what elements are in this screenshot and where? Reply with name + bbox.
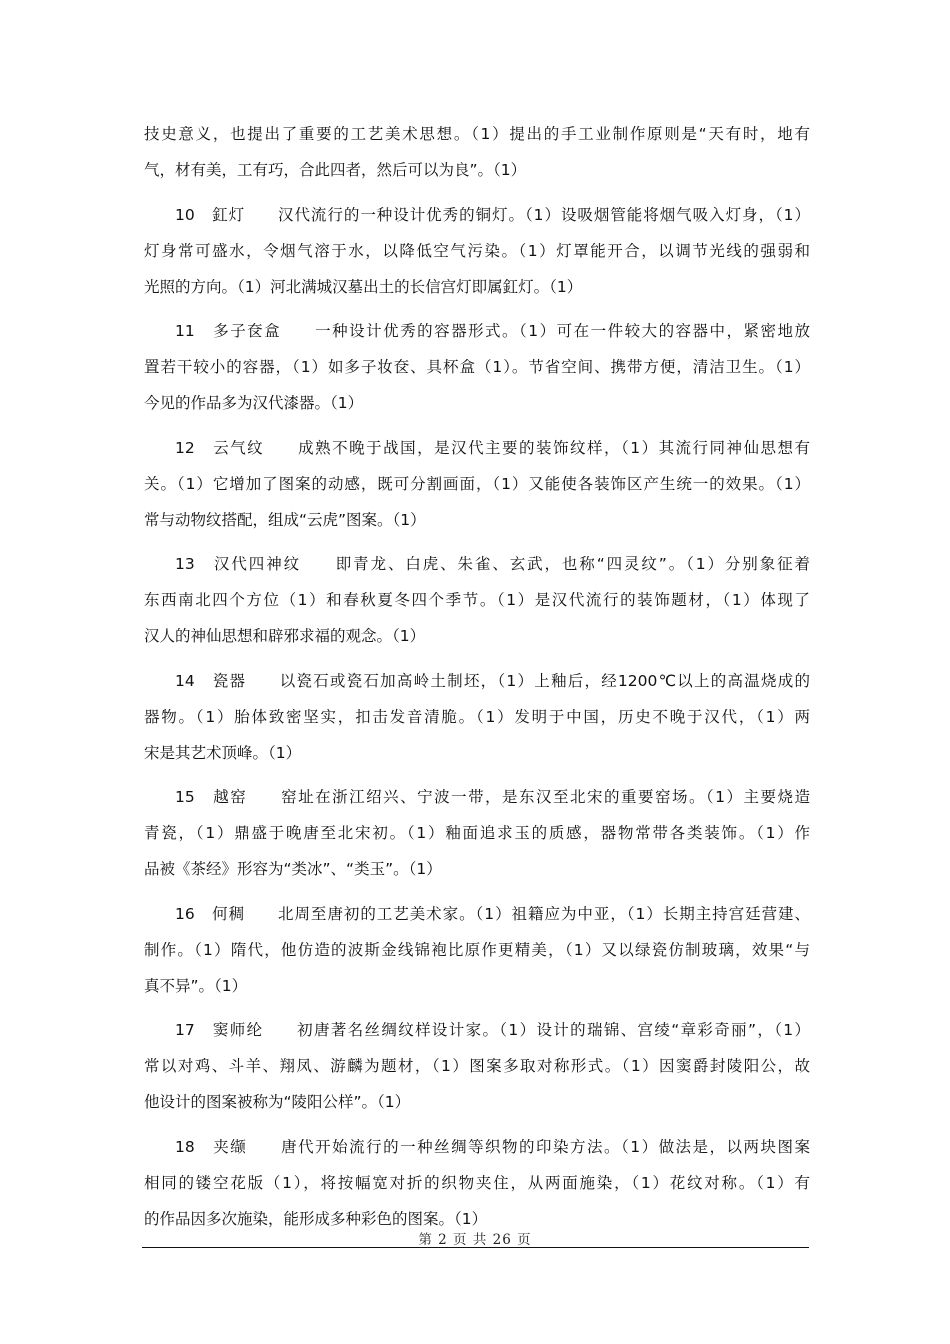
text-line: 置若干较小的容器，（1）如多子妆奁、具杯盒（1）。节省空间、携带方便，清洁卫生。（1） <box>144 358 810 376</box>
text-line: 的作品因多次施染，能形成多种彩色的图案。（1） <box>144 1209 488 1228</box>
text-line: 他设计的图案被称为“陵阳公样”。（1） <box>144 1093 411 1111</box>
text-line: 光照的方向。（1）河北满城汉墓出土的长信宫灯即属釭灯。（1） <box>144 277 583 296</box>
text-line: 相同的镂空花版（1），将按幅宽对折的织物夹住，从两面施染，（1）花纹对称。（1）有 <box>144 1173 810 1192</box>
footer-divider <box>142 1247 809 1248</box>
paragraph-item-9-continued <box>144 116 810 188</box>
paragraph-item-18 <box>144 1129 810 1237</box>
text-line: 制作。（1）隋代，他仿造的波斯金线锦袍比原作更精美，（1）又以绿瓷仿制玻璃，效果“与 <box>144 940 810 959</box>
text-line: 17 窦师纶 初唐著名丝绸纹样设计家。（1）设计的瑞锦、宫绫“章彩奇丽”，（1） <box>175 1021 810 1039</box>
paragraph-item-11 <box>144 313 810 421</box>
text-line: 真不异”。（1） <box>144 976 248 995</box>
text-line: 关。（1）它增加了图案的动感，既可分割画面，（1）又能使各装饰区产生统一的效果。（1） <box>144 474 810 493</box>
text-line: 器物。（1）胎体致密坚实，扣击发音清脆。（1）发明于中国，历史不晚于汉代，（1）两 <box>144 707 810 726</box>
paragraph-item-17 <box>144 1012 810 1120</box>
text-line: 16 何稠 北周至唐初的工艺美术家。（1）祖籍应为中亚，（1）长期主持宫廷营建、 <box>175 904 810 923</box>
text-line: 青瓷，（1）鼎盛于晚唐至北宋初。（1）釉面追求玉的质感，器物常带各类装饰。（1）作 <box>144 824 810 842</box>
paragraph-item-10 <box>144 197 810 305</box>
text-line: 常以对鸡、斗羊、翔凤、游麟为题材，（1）图案多取对称形式。（1）因窦爵封陵阳公，故 <box>144 1057 810 1075</box>
text-line: 气，材有美，工有巧，合此四者，然后可以为良”。（1） <box>144 161 527 179</box>
document-body <box>144 116 810 1245</box>
text-line: 常与动物纹搭配，组成“云虎”图案。（1） <box>144 510 426 529</box>
paragraph-item-16 <box>144 896 810 1004</box>
text-line: 宋是其艺术顶峰。（1） <box>144 743 302 762</box>
text-line: 11 多子奁盒 一种设计优秀的容器形式。（1）可在一件较大的容器中，紧密地放 <box>175 322 810 340</box>
text-line: 今见的作品多为汉代漆器。（1） <box>144 394 364 412</box>
text-line: 18 夹缬 唐代开始流行的一种丝绸等织物的印染方法。（1）做法是，以两块图案 <box>175 1137 810 1156</box>
paragraph-item-12 <box>144 430 810 538</box>
text-line: 东西南北四个方位（1）和春秋夏冬四个季节。（1）是汉代流行的装饰题材，（1）体现了 <box>144 591 810 609</box>
text-line: 13 汉代四神纹 即青龙、白虎、朱雀、玄武，也称“四灵纹”。（1）分别象征着 <box>175 555 810 573</box>
paragraph-item-13 <box>144 546 810 654</box>
text-line: 灯身常可盛水，令烟气溶于水，以降低空气污染。（1）灯罩能开合，以调节光线的强弱和 <box>144 241 810 260</box>
paragraph-item-15 <box>144 779 810 887</box>
text-line: 品被《茶经》形容为“类冰”、“类玉”。（1） <box>144 860 442 878</box>
text-line: 14 瓷器 以瓷石或瓷石加高岭土制坯，（1）上釉后，经1200℃以上的高温烧成的 <box>175 671 810 690</box>
text-line: 15 越窑 窑址在浙江绍兴、宁波一带，是东汉至北宋的重要窑场。（1）主要烧造 <box>175 788 810 806</box>
paragraph-item-14 <box>144 663 810 771</box>
text-line: 12 云气纹 成熟不晚于战国，是汉代主要的装饰纹样，（1）其流行同神仙思想有 <box>175 438 810 457</box>
text-line: 技史意义，也提出了重要的工艺美术思想。（1）提出的手工业制作原则是“天有时，地有 <box>144 125 810 143</box>
text-line: 10 釭灯 汉代流行的一种设计优秀的铜灯。（1）设吸烟管能将烟气吸入灯身，（1） <box>175 205 810 224</box>
text-line: 汉人的神仙思想和辟邪求福的观念。（1） <box>144 627 426 645</box>
page-number-footer: 第 2 页 共 26 页 <box>418 1232 532 1248</box>
